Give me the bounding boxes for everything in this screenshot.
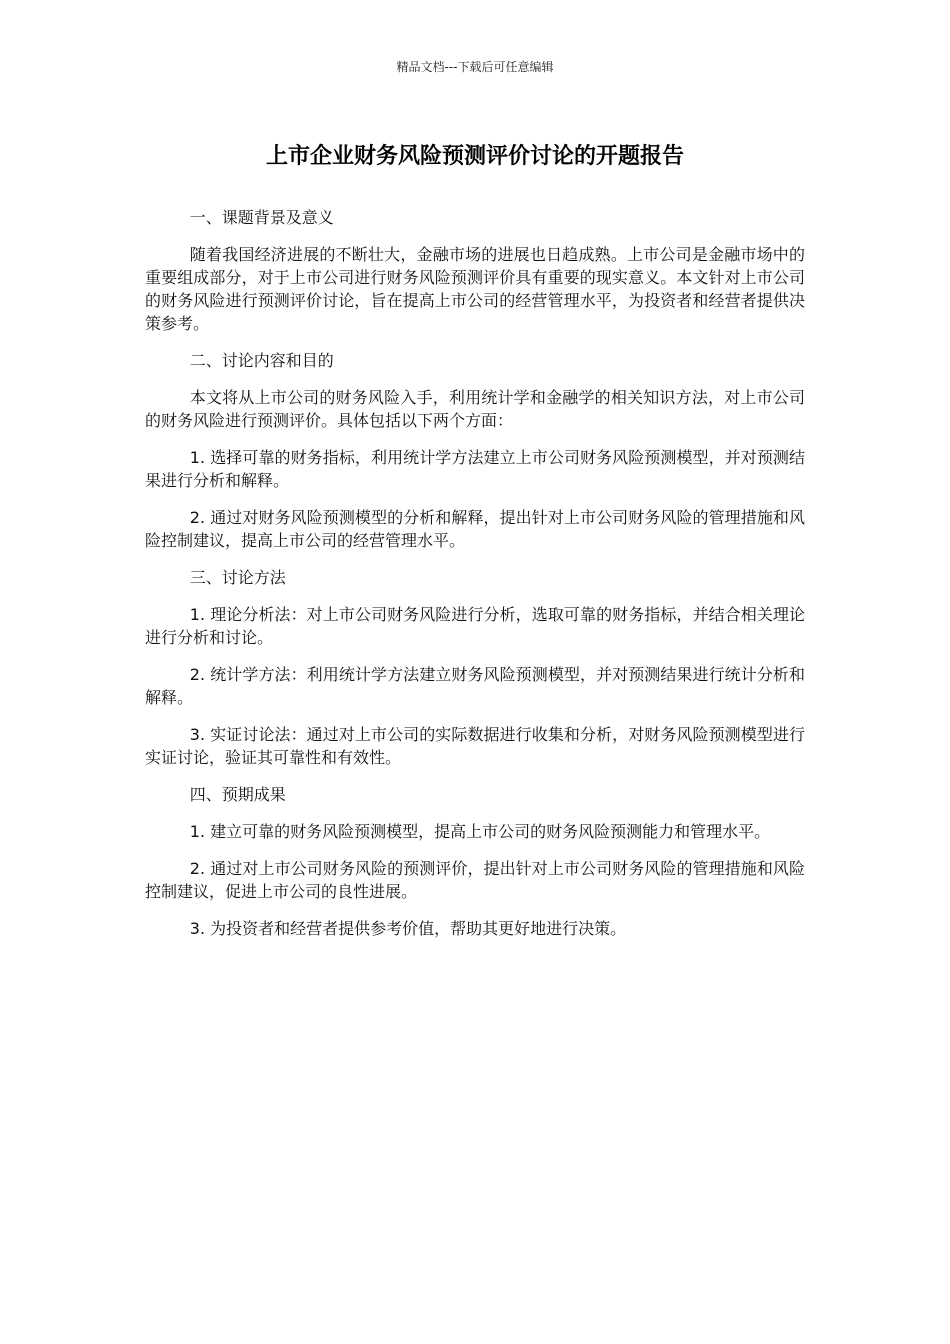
- list-item: 2. 通过对财务风险预测模型的分析和解释，提出针对上市公司财务风险的管理措施和风险控制建议，提高上市公司的经营管理水平。: [145, 508, 805, 550]
- list-item: 1. 理论分析法：对上市公司财务风险进行分析，选取可靠的财务指标，并结合相关理论进行分析和讨论。: [145, 605, 805, 647]
- paragraph: 本文将从上市公司的财务风险入手，利用统计学和金融学的相关知识方法，对上市公司的财务风险进行预测评价。具体包括以下两个方面：: [145, 388, 805, 430]
- list-item: 2. 通过对上市公司财务风险的预测评价，提出针对上市公司财务风险的管理措施和风险控制建议，促进上市公司的良性进展。: [145, 859, 805, 901]
- document-title: 上市企业财务风险预测评价讨论的开题报告: [265, 144, 684, 169]
- list-item: 1. 建立可靠的财务风险预测模型，提高上市公司的财务风险预测能力和管理水平。: [189, 822, 771, 841]
- list-item: 3. 实证讨论法：通过对上市公司的实际数据进行收集和分析，对财务风险预测模型进行实证讨论，验证其可靠性和有效性。: [145, 725, 805, 767]
- list-item: 2. 统计学方法：利用统计学方法建立财务风险预测模型，并对预测结果进行统计分析和解释。: [145, 665, 805, 707]
- list-item: 1. 选择可靠的财务指标，利用统计学方法建立上市公司财务风险预测模型，并对预测结果进行分析和解释。: [145, 448, 805, 490]
- section-heading-expected-results: 四、预期成果: [189, 785, 286, 804]
- page-header-note: 精品文档---下载后可任意编辑: [396, 60, 554, 74]
- section-heading-content-goals: 二、讨论内容和目的: [189, 351, 334, 370]
- section-heading-background: 一、课题背景及意义: [189, 208, 334, 227]
- document-body: [145, 206, 805, 954]
- paragraph: 随着我国经济进展的不断壮大，金融市场的进展也日趋成熟。上市公司是金融市场中的重要组成部分，对于上市公司进行财务风险预测评价具有重要的现实意义。本文针对上市公司的财务风险进行预测评价讨论，旨在提高上市公司的经营管理水平，为投资者和经营者提供决策参考。: [145, 245, 805, 333]
- section-heading-methods: 三、讨论方法: [189, 568, 286, 587]
- list-item: 3. 为投资者和经营者提供参考价值，帮助其更好地进行决策。: [189, 919, 627, 938]
